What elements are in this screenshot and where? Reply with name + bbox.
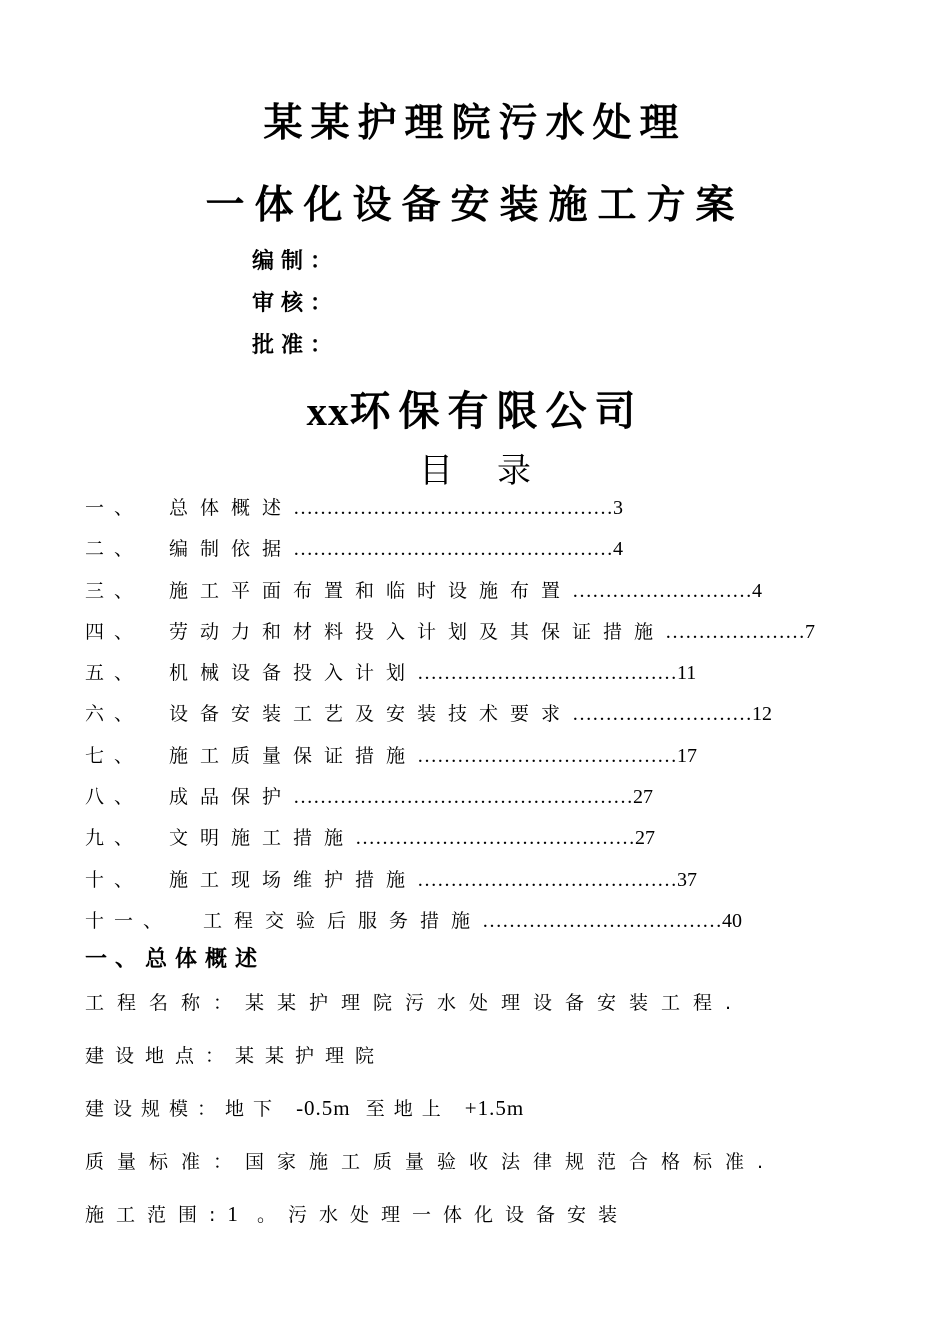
toc-item bbox=[85, 817, 885, 858]
toc-item-label: 机械设备投入计划 bbox=[169, 662, 418, 685]
toc-item-page: 12 bbox=[752, 703, 773, 726]
scope-number: 1 bbox=[227, 1202, 239, 1226]
scope-label: 施工范围: bbox=[85, 1204, 228, 1226]
toc-item-page: 3 bbox=[613, 497, 624, 519]
toc-item-number: 六、 bbox=[85, 703, 144, 726]
scale-label: 建设规模：地下 bbox=[85, 1098, 282, 1120]
toc-item bbox=[85, 611, 885, 652]
reviewed-by-label: 审核： bbox=[252, 291, 340, 316]
scale-low-value: -0.5m bbox=[296, 1096, 351, 1120]
toc-item bbox=[85, 487, 885, 528]
toc-item-page: 27 bbox=[635, 827, 656, 850]
toc-item-leader: ………………………………… bbox=[417, 744, 678, 767]
section-heading: 一、总体概述 bbox=[85, 947, 266, 972]
toc-item-label: 施工平面布置和临时设施布置 bbox=[169, 579, 573, 602]
scope-text: 。污水处理一体化设备安装 bbox=[256, 1204, 629, 1226]
document-title-line1: 某某护理院污水处理 bbox=[263, 101, 687, 146]
toc-item-label: 工程交验后服务措施 bbox=[203, 909, 483, 932]
toc-item bbox=[85, 735, 885, 776]
toc-item bbox=[85, 900, 885, 941]
toc-item-leader: …………………………………………… bbox=[293, 786, 634, 809]
toc-item bbox=[85, 652, 885, 693]
toc-item-label: 施工质量保证措施 bbox=[169, 744, 418, 767]
toc-item-number: 七、 bbox=[85, 744, 144, 767]
toc-item-page: 4 bbox=[613, 538, 624, 561]
toc-item-page: 40 bbox=[722, 909, 743, 932]
toc-item-leader: ………………………………………… bbox=[293, 538, 614, 561]
toc-item bbox=[85, 528, 885, 569]
toc-item-leader: …………………………………… bbox=[355, 827, 636, 850]
toc-item-label: 成品保护 bbox=[169, 786, 294, 809]
quality-standard-line: 质量标准：国家施工质量验收法律规范合格标准. bbox=[85, 1151, 777, 1173]
toc-item-label: 劳动力和材料投入计划及其保证措施 bbox=[169, 620, 666, 643]
toc-item-label: 总体概述 bbox=[169, 497, 294, 519]
table-of-contents bbox=[85, 487, 885, 941]
toc-item-page: 37 bbox=[677, 868, 698, 891]
toc-item-leader: ……………………………… bbox=[482, 909, 723, 932]
construction-scale-line bbox=[85, 1094, 524, 1121]
toc-item-leader: ………………………………… bbox=[417, 662, 678, 685]
toc-item bbox=[85, 776, 885, 817]
toc-item-page: 11 bbox=[677, 662, 697, 685]
toc-item-label: 编制依据 bbox=[169, 538, 294, 561]
toc-item-label: 施工现场维护措施 bbox=[169, 868, 418, 891]
toc-item-page: 27 bbox=[633, 786, 654, 809]
toc-item-page: 4 bbox=[752, 579, 763, 602]
scale-mid-text: 至地上 bbox=[365, 1098, 450, 1120]
toc-item bbox=[85, 693, 885, 734]
construction-scope-line bbox=[85, 1200, 629, 1227]
company-name bbox=[0, 378, 950, 437]
toc-item-number: 四、 bbox=[85, 620, 144, 643]
document-title-line2: 一体化设备安装施工方案 bbox=[205, 183, 745, 228]
toc-item-number: 二、 bbox=[85, 538, 144, 561]
scale-high-value: +1.5m bbox=[464, 1096, 525, 1120]
toc-item-leader: ……………………… bbox=[572, 703, 753, 726]
toc-item-page: 17 bbox=[677, 744, 698, 767]
toc-item-label: 设备安装工艺及安装技术要求 bbox=[169, 703, 573, 726]
toc-item-number: 十一、 bbox=[85, 909, 173, 932]
prepared-by-label: 编制： bbox=[252, 249, 340, 274]
site-location-line: 建设地点：某某护理院 bbox=[85, 1045, 386, 1067]
toc-item-number: 五、 bbox=[85, 662, 144, 685]
toc-item-leader: ………………………………………… bbox=[293, 497, 614, 519]
project-name-line: 工程名称：某某护理院污水处理设备安装工程. bbox=[85, 992, 745, 1014]
approved-by-label: 批准： bbox=[252, 333, 340, 358]
toc-item-leader: ……………………… bbox=[572, 579, 753, 602]
toc-item-number: 八、 bbox=[85, 786, 144, 809]
toc-item-number: 九、 bbox=[85, 827, 144, 850]
toc-item-number: 十、 bbox=[85, 868, 144, 891]
toc-item-label: 文明施工措施 bbox=[169, 827, 356, 850]
toc-item bbox=[85, 859, 885, 900]
toc-item bbox=[85, 570, 885, 611]
toc-item-page: 7 bbox=[805, 620, 816, 643]
company-name-text: 环保有限公司 bbox=[349, 387, 644, 435]
toc-item-leader: ………………………………… bbox=[417, 868, 678, 891]
toc-item-leader: ………………… bbox=[665, 620, 806, 643]
toc-item-number: 一、 bbox=[85, 497, 144, 519]
toc-title: 目录 bbox=[419, 451, 575, 491]
company-prefix: xx bbox=[306, 388, 350, 434]
toc-item-number: 三、 bbox=[85, 579, 144, 602]
